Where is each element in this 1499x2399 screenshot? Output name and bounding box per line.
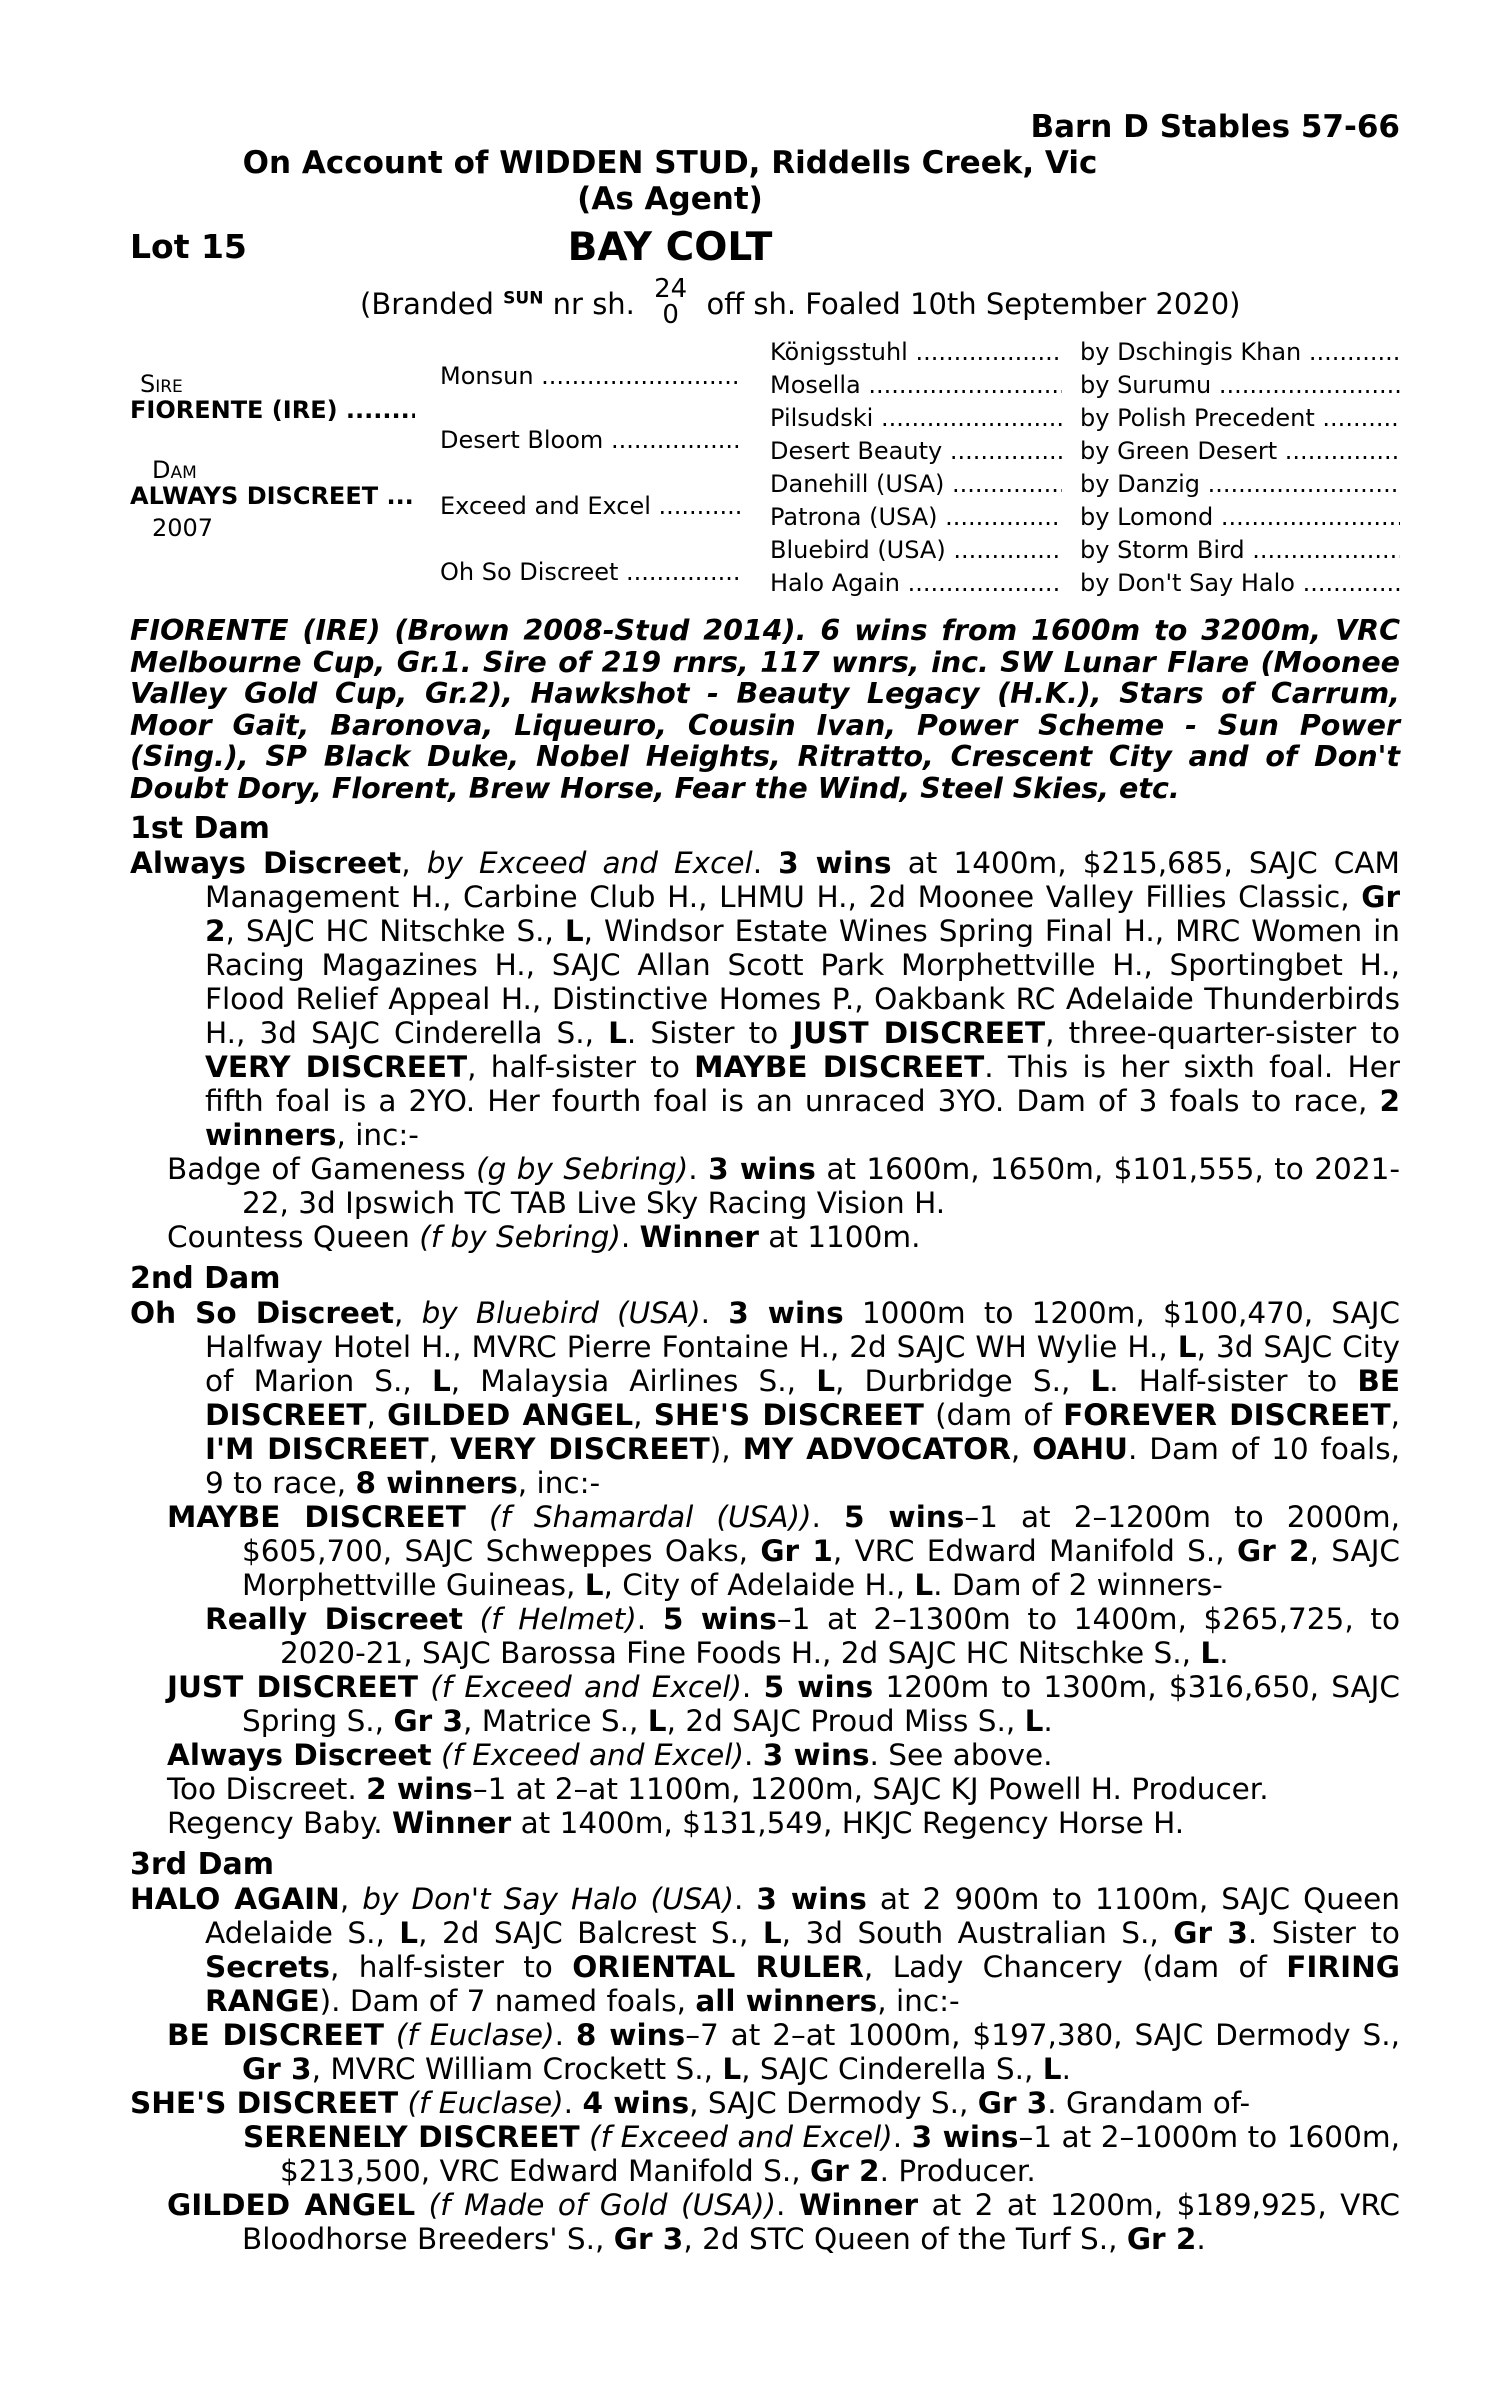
text: . [1196,2222,1206,2256]
gen3-text: Mosella [770,371,861,399]
pedigree-table [130,338,1400,608]
vendor-account: On Account of WIDDEN STUD, Riddells Creek, Vic [242,145,1098,181]
relative: ORIENTAL RULER [572,1950,864,1984]
progeny-name: Always Discreet [167,1738,432,1772]
wins: 3 wins [778,846,892,880]
listed: L [1177,1330,1197,1364]
relative: GILDED ANGEL [387,1398,634,1432]
wins: 5 wins [843,1500,965,1534]
grade: Gr 3 [242,2052,312,2086]
relative: JUST DISCREET [792,1016,1046,1050]
wins: 3 wins [911,2120,1019,2154]
relative: MY ADVOCATOR [742,1432,1011,1466]
brand-line [360,274,1241,332]
text: , 3d SAJC City of Marion S., [205,1330,1400,1398]
dam2-heading: 2nd Dam [130,1261,281,1296]
gen3-item [770,338,1062,366]
grade: Gr 2 [1236,1534,1310,1568]
text: , inc:- [517,1466,601,1500]
progeny-entry: SHE'S DISCREET (f Euclase). 4 wins, SAJC Dermody S., Gr 3. Grandam of- [130,2086,1251,2120]
gen3-item [770,569,1062,597]
gen4-item [1080,569,1400,597]
progeny-entry: MAYBE DISCREET (f Shamardal (USA)). 5 wins–1 at 2–1200m to 2000m, $605,700, SAJC Schweppes Oaks, Gr 1, VRC Edward Manifold S., Gr 2, SAJC Morphettville Guineas, L, City of Adelaide H., L. Dam of 2 winners- [167,1500,1401,1602]
text: , 2d SAJC Balcrest S., [418,1916,763,1950]
dam2-record: Oh So Discreet, by Bluebird (USA). 3 wins 1000m to 1200m, $100,470, SAJC Halfway Hotel H., MVRC Pierre Fontaine H., 2d SAJC WH Wylie H., L, 3d SAJC City of Marion S., L, Malaysia Airlines S., L, Durbridge S., L. Half-sister to BE DISCREET, GILDED ANGEL, SHE'S DISCREET (dam of FOREVER DISCREET, I'M DISCREET, VERY DISCREET), MY ADVOCATOR, OAHU. Dam of 10 foals, 9 to race, 8 winners, inc:- [130,1296,1400,1500]
text: at 1400m, $215,685, SAJC CAM Management H., Carbine Club H., LHMU H., 2d Moonee Valley Fillies Classic, [205,846,1400,914]
text: , Matrice S., [463,1704,648,1738]
wins: 2 wins [366,1772,473,1806]
grade: Gr 2 [205,880,1400,948]
brand-numerator: 24 [654,274,688,304]
text: , inc:- [877,1984,960,2018]
dam3-record: HALO AGAIN, by Don't Say Halo (USA). 3 wins at 2 900m to 1100m, SAJC Queen Adelaide S., L, 2d SAJC Balcrest S., L, 3d South Australian S., Gr 3. Sister to Secrets, half-sister to ORIENTAL RULER, Lady Chancery (dam of FIRING RANGE). Dam of 7 named foals, all winners, inc:- [130,1882,1401,2018]
winners: 2 winners [205,1084,1400,1152]
progeny-name: Countess Queen [167,1220,410,1254]
gen2-text: Oh So Discreet [440,558,619,586]
text: , SAJC Morphettville Guineas, [242,1534,1401,1602]
relative: OAHU [1032,1432,1128,1466]
progeny-entry: BE DISCREET (f Euclase). 8 wins–7 at 2–at 1000m, $197,380, SAJC Dermody S., Gr 3, MVRC William Crockett S., L, SAJC Cinderella S., L. [167,2018,1400,2086]
wins: 3 wins [708,1152,816,1186]
text: . Sister to [626,1016,793,1050]
progeny-by: (f by Sebring) [419,1220,621,1254]
listed: L [1042,2052,1062,2086]
progeny-entry: SERENELY DISCREET (f Exceed and Excel). 3 wins–1 at 2–1000m to 1600m, $213,500, VRC Edward Manifold S., Gr 2. Producer. [243,2120,1400,2188]
dam1-name: Always Discreet [130,846,402,880]
gen2-text: Exceed and Excel [440,492,651,520]
text: , Durbridge S., [835,1364,1091,1398]
text: , SAJC Dermody S., [689,2086,978,2120]
brand-suffix: off sh. Foaled 10th September 2020) [706,287,1241,321]
progeny-entry: Really Discreet (f Helmet). 5 wins–1 at 2–1300m to 1400m, $265,725, to 2020-21, SAJC Barossa Fine Foods H., 2d SAJC HC Nitschke S., L. [205,1602,1400,1670]
text: , three-quarter-sister to [1045,1016,1401,1050]
progeny-name: JUST DISCREET [167,1670,418,1704]
brand-mid: nr sh. [552,287,635,321]
winners: 8 winners [355,1466,518,1500]
wins: 3 wins [756,1882,867,1916]
listed: L [1024,1704,1044,1738]
text: . [1043,1704,1053,1738]
wins: Winner [798,2188,919,2222]
listed: L [1200,1636,1220,1670]
progeny-entry [130,1772,1400,1806]
wins: 4 wins [582,2086,690,2120]
relative: FIRING RANGE [205,1950,1401,2018]
gen4-text: by Dschingis Khan [1080,338,1302,366]
lot-number: Lot 15 [130,227,247,266]
text: , Lady Chancery (dam of [863,1950,1287,1984]
gen2-item [440,362,740,390]
brand-prefix: (Branded [360,287,494,321]
text: . Grandam of- [1047,2086,1251,2120]
progeny-by: (f Exceed and Excel) [430,1670,742,1704]
relative: FOREVER DISCREET [1063,1398,1391,1432]
grade: Gr 2 [810,2154,880,2188]
text: , Windsor Estate Wines Spring Final H., MRC Women in Racing Magazines H., SAJC Allan Scott Park Morphettville H., Sportingbet H., Flood Relief Appeal H., Distinctive Homes P., Oakbank RC Adelaide Thunderbirds H., 3d SAJC Cinderella S., [205,914,1400,1050]
progeny-by: (f Helmet) [479,1602,637,1636]
gen4-text: by Storm Bird [1080,536,1245,564]
grade: Gr 2 [1126,2222,1197,2256]
progeny-by: (f Exceed and Excel) [440,1738,745,1772]
gen3-text: Pilsudski [770,404,874,432]
wins: 3 wins [728,1296,844,1330]
listed: L [564,914,584,948]
gen2-item [440,426,740,454]
text: at 1400m, $131,549, HKJC Regency Horse H. [511,1806,1185,1840]
progeny-entry: Countess Queen (f by Sebring). Winner at 1100m. [167,1220,921,1254]
gen4-text: by Polish Precedent [1080,404,1315,432]
barn-location: Barn D Stables 57-66 [1030,109,1400,145]
text: , inc:- [336,1118,419,1152]
gen3-text: Königsstuhl [770,338,908,366]
grade: Gr 3 [1173,1916,1248,1950]
gen3-item [770,503,1062,531]
brand-mark: SUN [503,288,544,309]
text: . [1219,1636,1229,1670]
listed: L [722,2052,742,2086]
text: . Sister to [1247,1916,1400,1950]
dam1-heading: 1st Dam [130,811,270,846]
dam3-by: by Don't Say Halo (USA) [362,1882,734,1916]
lot-title: BAY COLT [567,225,773,270]
relative: Secrets [205,1950,330,1984]
progeny-name: Regency Baby. [167,1806,392,1840]
progeny-name: Really Discreet [205,1602,463,1636]
gen4-item [1080,536,1400,564]
catalogue-body [130,615,1400,2256]
wins: 8 wins [575,2018,686,2052]
gen4-item [1080,404,1400,432]
gen3-text: Patrona (USA) [770,503,938,531]
listed: L [647,1704,667,1738]
gen2-item [440,492,740,520]
gen3-text: Danehill (USA) [770,470,945,498]
listed: L [431,1364,451,1398]
text: , half-sister to [329,1950,573,1984]
gen4-item [1080,371,1400,399]
progeny-name: GILDED ANGEL [167,2188,416,2222]
text: , 3d South Australian S., [781,1916,1174,1950]
text: . [752,846,779,880]
text: –1 at 2–1000m to 1600m, $213,500, VRC Edward Manifold S., [280,2120,1400,2188]
text: . Dam of 2 winners- [933,1568,1223,1602]
text: at 2 900m to 1100m, SAJC Queen Adelaide S., [205,1882,1400,1950]
text: . [1061,2052,1071,2086]
progeny-by: (f Made of Gold (USA)) [428,2188,777,2222]
dam-name-text: ALWAYS DISCREET [130,482,379,510]
vendor-agent: (As Agent) [577,181,763,217]
progeny-name: SERENELY DISCREET [243,2120,580,2154]
relative: SHE'S DISCREET [653,1398,924,1432]
text: , VRC Edward Manifold S., [832,1534,1237,1568]
text: at 1600m, 1650m, $101,555, to 2021-22, 3d Ipswich TC TAB Live Sky Racing Vision H. [242,1152,1400,1220]
progeny-by: (f Euclase) [407,2086,564,2120]
text: 1000m to 1200m, $100,470, SAJC Halfway Hotel H., MVRC Pierre Fontaine H., 2d SAJC WH Wylie H., [205,1296,1400,1364]
sire-name-text: FIORENTE (IRE) [130,396,338,424]
text: (dam of [923,1398,1064,1432]
text: , SAJC Cinderella S., [741,2052,1043,2086]
gen4-text: by Green Desert [1080,437,1278,465]
progeny-name: BE DISCREET [167,2018,384,2052]
listed: L [399,1916,419,1950]
gen4-text: by Danzig [1080,470,1200,498]
listed: L [1090,1364,1110,1398]
dam1-record: Always Discreet, by Exceed and Excel. 3 wins at 1400m, $215,685, SAJC CAM Management H., Carbine Club H., LHMU H., 2d Moonee Valley Fillies Classic, Gr 2, SAJC HC Nitschke S., L, Windsor Estate Wines Spring Final H., MRC Women in Racing Magazines H., SAJC Allan Scott Park Morphettville H., Sportingbet H., Flood Relief Appeal H., Distinctive Homes P., Oakbank RC Adelaide Thunderbirds H., 3d SAJC Cinderella S., L. Sister to JUST DISCREET, three-quarter-sister to VERY DISCREET, half-sister to MAYBE DISCREET. This is her sixth foal. Her fifth foal is a 2YO. Her fourth foal is an unraced 3YO. Dam of 3 foals to race, 2 winners, inc:- [130,846,1401,1152]
dam2-by: by Bluebird (USA) [421,1296,701,1330]
progeny-entry: Always Discreet (f Exceed and Excel). 3 wins. See above. [167,1738,1053,1772]
progeny-entry [130,1806,1400,1840]
progeny-by: (f Shamardal (USA)) [488,1500,812,1534]
listed: L [584,1568,604,1602]
progeny-entry: GILDED ANGEL (f Made of Gold (USA)). Winner at 2 at 1200m, $189,925, VRC Bloodhorse Breeders' S., Gr 3, 2d STC Queen of the Turf S., Gr 2. [167,2188,1400,2256]
progeny-name: Badge of Gameness [167,1152,466,1186]
text: , SAJC HC Nitschke S., [225,914,565,948]
gen2-text: Desert Bloom [440,426,604,454]
text: , City of Adelaide H., [603,1568,915,1602]
dam-label: Dam [152,456,197,484]
gen4-item [1080,338,1400,366]
progeny-name: SHE'S DISCREET [130,2086,399,2120]
wins: 5 wins [763,1670,874,1704]
gen4-item [1080,503,1400,531]
text: , 2d STC Queen of the Turf S., [683,2222,1127,2256]
sire-label: Sire [140,370,183,398]
progeny-by: (g by Sebring) [476,1152,689,1186]
text: , half-sister to [467,1050,695,1084]
dam3-name: HALO AGAIN [130,1882,340,1916]
gen3-item [770,437,1062,465]
gen3-item [770,371,1062,399]
gen4-item [1080,437,1400,465]
gen3-text: Desert Beauty [770,437,943,465]
text: –1 at 2–1200m to 2000m, $605,700, SAJC Schweppes Oaks, [242,1500,1400,1568]
text: . See above. [869,1738,1053,1772]
progeny-by: (f Euclase) [395,2018,555,2052]
listed: L [762,1916,782,1950]
text: –1 at 2–at 1100m, 1200m, SAJC KJ Powell H. Producer. [472,1772,1269,1806]
winners: all winners [695,1984,878,2018]
dam-name [130,482,415,510]
relative: BE DISCREET [205,1364,1400,1432]
gen4-text: by Don't Say Halo [1080,569,1295,597]
text: ). Dam of 7 named foals, [319,1984,696,2018]
gen3-item [770,536,1062,564]
text: , Malaysia Airlines S., [450,1364,817,1398]
text: . Dam of 10 foals, 9 to race, [205,1432,1400,1500]
listed: L [914,1568,934,1602]
wins: 5 wins [662,1602,777,1636]
dam2-name: Oh So Discreet [130,1296,395,1330]
brand-denominator: 0 [662,300,679,330]
text: –7 at 2–at 1000m, $197,380, SAJC Dermody S., [685,2018,1400,2052]
text: –1 at 2–1300m to 1400m, $265,725, to 2020-21, SAJC Barossa Fine Foods H., 2d SAJC HC Nitschke S., [280,1602,1400,1670]
relative: VERY DISCREET [205,1050,468,1084]
progeny-by: (f Exceed and Excel) [589,2120,893,2154]
progeny-name: MAYBE DISCREET [167,1500,466,1534]
dam3-heading: 3rd Dam [130,1847,274,1882]
text: , MVRC William Crockett S., [311,2052,723,2086]
dam-year: 2007 [152,514,214,542]
relative: VERY DISCREET [449,1432,710,1466]
gen3-item [770,404,1062,432]
text: at 2 at 1200m, $189,925, VRC Bloodhorse Breeders' S., [242,2188,1400,2256]
progeny-entry: Badge of Gameness (g by Sebring). 3 wins at 1600m, 1650m, $101,555, to 2021-22, 3d Ipswich TC TAB Live Sky Racing Vision H. [167,1152,1400,1220]
sire-summary: FIORENTE (IRE) (Brown 2008-Stud 2014). 6 wins from 1600m to 3200m, VRC Melbourne Cup, Gr.1. Sire of 219 rnrs, 117 wnrs, inc. SW Lunar Flare (Moonee Valley Gold Cup, Gr.2), Hawkshot - Beauty Legacy (H.K.), Stars of Carrum, Moor Gait, Baronova, Liqueuro, Cousin Ivan, Power Scheme - Sun Power (Sing.), SP Black Duke, Nobel Heights, Ritratto, Crescent City and of Don't Doubt Dory, Florent, Brew Horse, Fear the Wind, Steel Skies, etc. [130,614,1400,805]
grade: Gr 1 [760,1534,833,1568]
listed: L [608,1016,627,1050]
relative: MAYBE DISCREET [694,1050,985,1084]
wins: 3 wins [762,1738,870,1772]
gen4-text: by Lomond [1080,503,1214,531]
gen3-item [770,470,1062,498]
gen3-text: Halo Again [770,569,900,597]
gen3-text: Bluebird (USA) [770,536,946,564]
text: . Producer. [879,2154,1036,2188]
gen2-text: Monsun [440,362,534,390]
text: . This is her sixth foal. Her fifth foal is a 2YO. Her fourth foal is an unraced 3YO. Dam of 3 foals to race, [205,1050,1400,1118]
text: . Half-sister to [1109,1364,1358,1398]
brand-fraction [654,276,687,328]
grade: Gr 3 [977,2086,1048,2120]
listed: L [816,1364,835,1398]
text: at 1100m. [758,1220,921,1254]
progeny-name: Too Discreet. [167,1772,367,1806]
wins: Winner [392,1806,512,1840]
gen2-item [440,558,740,586]
grade: Gr 3 [613,2222,684,2256]
gen4-item [1080,470,1400,498]
relative: I'M DISCREET [205,1432,429,1466]
text: , 2d SAJC Proud Miss S., [666,1704,1025,1738]
progeny-entry: JUST DISCREET (f Exceed and Excel). 5 wins 1200m to 1300m, $316,650, SAJC Spring S., Gr 3, Matrice S., L, 2d SAJC Proud Miss S., L. [167,1670,1400,1738]
grade: Gr 3 [393,1704,463,1738]
text: 1200m to 1300m, $316,650, SAJC Spring S., [242,1670,1400,1738]
dam1-by: by Exceed and Excel [426,846,753,880]
sire-name [130,396,415,424]
gen4-text: by Surumu [1080,371,1212,399]
wins: Winner [639,1220,759,1254]
